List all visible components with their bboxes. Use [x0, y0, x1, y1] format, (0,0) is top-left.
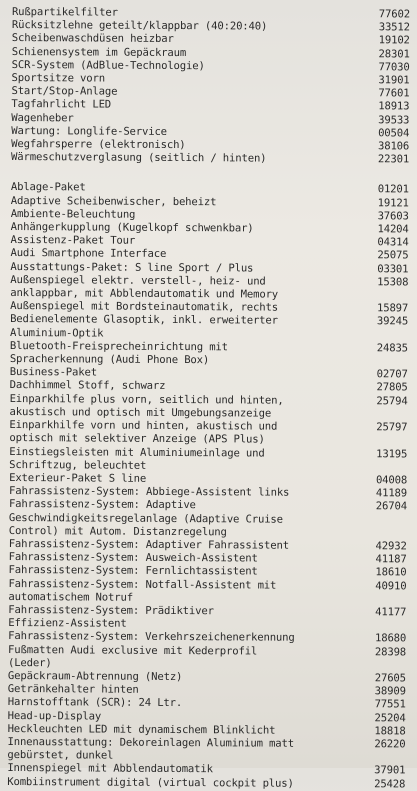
equipment-code: 42932	[375, 540, 407, 553]
equipment-description: Schienensystem im Gepäckraum	[11, 45, 187, 59]
equipment-item	[7, 776, 405, 791]
equipment-code: 19121	[377, 196, 409, 210]
equipment-description: Fahrassistenz-System: Adaptive Geschwindigkeitsregelanlage (Adaptive Cruise Control) mit Autom. Distanzregelung	[8, 498, 283, 539]
equipment-description: Tagfahrlicht LED	[11, 98, 112, 112]
equipment-item	[10, 340, 408, 369]
equipment-code: 27605	[374, 672, 406, 685]
equipment-code: 19102	[378, 34, 410, 47]
equipment-description: Sportsitze vorn	[11, 72, 106, 85]
equipment-block-standard	[11, 6, 410, 167]
equipment-description: Außenspiegel mit Bordsteinautomatik, rechts	[10, 300, 279, 314]
equipment-code: 77030	[378, 61, 410, 74]
equipment-item	[9, 445, 407, 474]
equipment-code: 37901	[374, 764, 406, 777]
equipment-code: 00504	[378, 127, 410, 140]
equipment-code: 38106	[377, 140, 410, 153]
equipment-item	[8, 578, 406, 607]
equipment-description: Dachhimmel Stoff, schwarz	[9, 379, 166, 393]
equipment-code: 22301	[377, 153, 410, 166]
equipment-code: 02707	[376, 368, 408, 381]
equipment-item	[9, 419, 407, 448]
equipment-description: Getränkehalter hinten	[7, 683, 139, 696]
equipment-code: 41189	[375, 487, 408, 500]
equipment-code: 39245	[376, 315, 409, 328]
equipment-code: 18818	[374, 724, 406, 738]
equipment-code: 41177	[375, 606, 407, 619]
equipment-description: Außenspiegel elektr. verstell-, heiz- und anklappbar, mit Abblendautomatik und Memory	[10, 273, 279, 301]
equipment-description: Wegfahrsperre (elektronisch)	[11, 138, 186, 152]
equipment-description: Fahrassistenz-System: Prädiktiver Effizienz-Assistent	[8, 603, 214, 630]
equipment-code: 04314	[377, 236, 409, 249]
equipment-code: 39533	[378, 113, 410, 127]
equipment-code: 33512	[378, 21, 410, 34]
equipment-code: 15897	[376, 302, 409, 315]
equipment-description: SCR-System (AdBlue-Technologie)	[11, 58, 205, 72]
equipment-code: 18680	[374, 632, 407, 645]
equipment-code: 28398	[374, 645, 407, 658]
equipment-description: Exterieur-Paket S line	[9, 471, 147, 485]
equipment-code: 14204	[377, 223, 409, 236]
equipment-code: 40910	[375, 579, 407, 592]
equipment-description: Bluetooth-Freisprecheinrichtung mit Spracherkennung (Audi Phone Box)	[9, 339, 228, 367]
equipment-code: 01201	[377, 183, 409, 196]
equipment-code: 24835	[376, 342, 408, 355]
equipment-description: Anhängerkupplung (Kugelkopf schwenkbar)	[10, 221, 254, 235]
equipment-item	[7, 736, 405, 765]
equipment-description: Rußpartikelfilter	[11, 6, 118, 19]
equipment-code: 25075	[377, 249, 409, 262]
equipment-code: 28301	[378, 47, 410, 61]
equipment-description: Wagenheber	[11, 111, 74, 125]
equipment-description: Head-up-Display	[7, 709, 102, 723]
equipment-code: 13195	[376, 447, 408, 460]
equipment-description: Harnstofftank (SCR): 24 Ltr.	[7, 696, 183, 710]
equipment-code: 26704	[375, 500, 407, 513]
equipment-description: Audi Smartphone Interface	[10, 247, 167, 261]
equipment-code: 77601	[378, 87, 410, 100]
equipment-code: 77551	[374, 698, 406, 711]
equipment-description: Einstiegsleisten mit Aluminiumeinlage und Schriftzug, beleuchtet	[9, 445, 265, 472]
equipment-code: 04008	[375, 474, 408, 487]
equipment-code: 15308	[377, 276, 409, 289]
equipment-item	[8, 644, 406, 673]
equipment-code: 25794	[376, 394, 408, 408]
equipment-description: Kombiinstrument digital (virtual cockpit plus)	[7, 775, 294, 790]
equipment-code: 25797	[376, 421, 408, 434]
equipment-code: 38909	[374, 685, 406, 698]
equipment-code: 41187	[375, 553, 407, 566]
equipment-description: Ambiente-Beleuchtung	[10, 207, 136, 221]
equipment-description: Einparkhilfe plus vorn, seitlich und hinten, akustisch und optisch mit Umgebungsanzeige	[9, 392, 284, 420]
equipment-description: Adaptive Scheibenwischer, beheizt	[10, 194, 217, 208]
equipment-description: Assistenz-Paket Tour	[10, 234, 136, 248]
equipment-description: Ausstattungs-Paket: S line Sport / Plus	[10, 260, 254, 275]
equipment-description: Business-Paket	[9, 366, 98, 379]
equipment-item	[11, 151, 409, 167]
equipment-description: Heckleuchten LED mit dynamischem Blinklicht	[7, 722, 276, 737]
equipment-description: Fahrassistenz-System: Abbiege-Assistent links	[9, 485, 290, 499]
equipment-list	[7, 6, 410, 791]
equipment-description: Innenausstattung: Dekoreinlagen Aluminium matt gebürstet, dunkel	[7, 735, 295, 762]
equipment-item	[9, 498, 407, 540]
equipment-description: Fahrassistenz-System: Adaptiver Fahrassistent	[8, 537, 290, 552]
equipment-code: 18913	[378, 100, 410, 113]
equipment-description: Rücksitzlehne geteilt/klappbar (40:20:40)	[11, 19, 268, 33]
equipment-code: 25204	[374, 711, 406, 724]
equipment-code: 18610	[375, 566, 407, 579]
equipment-description: Fahrassistenz-System: Ausweich-Assistent	[8, 551, 258, 565]
equipment-description: Wärmeschutzverglasung (seitlich / hinten)	[11, 151, 267, 165]
equipment-code: 37603	[377, 210, 409, 223]
equipment-code: 77602	[378, 8, 410, 21]
equipment-description: Wartung: Longlife-Service	[11, 124, 167, 138]
equipment-block-optional	[7, 181, 409, 791]
equipment-code: 26220	[374, 738, 406, 751]
equipment-code: 25428	[374, 777, 406, 790]
equipment-description: Fußmatten Audi exclusive mit Kederprofil (Leder)	[7, 643, 258, 670]
equipment-description: Start/Stop-Anlage	[11, 85, 118, 98]
equipment-description: Scheibenwaschdüsen heizbar	[11, 32, 174, 46]
equipment-description: Ablage-Paket	[10, 181, 86, 194]
equipment-code: 03301	[377, 262, 409, 276]
equipment-description: Fahrassistenz-System: Notfall-Assistent mit automatischem Notruf	[8, 577, 277, 604]
equipment-item	[10, 274, 408, 303]
equipment-description: Fahrassistenz-System: Fernlichtassistent	[8, 564, 258, 578]
equipment-description: Fahrassistenz-System: Verkehrszeichenerkennung	[8, 630, 295, 645]
equipment-description: Bedienelemente Glasoptik, inkl. erweiterter Aluminium-Optik	[9, 313, 278, 340]
equipment-description: Einparkhilfe vorn und hinten, akustisch und optisch mit selektiver Anzeige (APS Plus)	[9, 419, 278, 446]
equipment-item	[9, 393, 407, 422]
equipment-item	[8, 604, 406, 633]
equipment-code: 31901	[378, 74, 410, 87]
equipment-description: Gepäckraum-Abtrennung (Netz)	[7, 669, 183, 684]
equipment-code: 27805	[376, 381, 408, 394]
equipment-item	[10, 313, 408, 342]
equipment-description: Innenspiegel mit Abblendautomatik	[7, 762, 213, 776]
